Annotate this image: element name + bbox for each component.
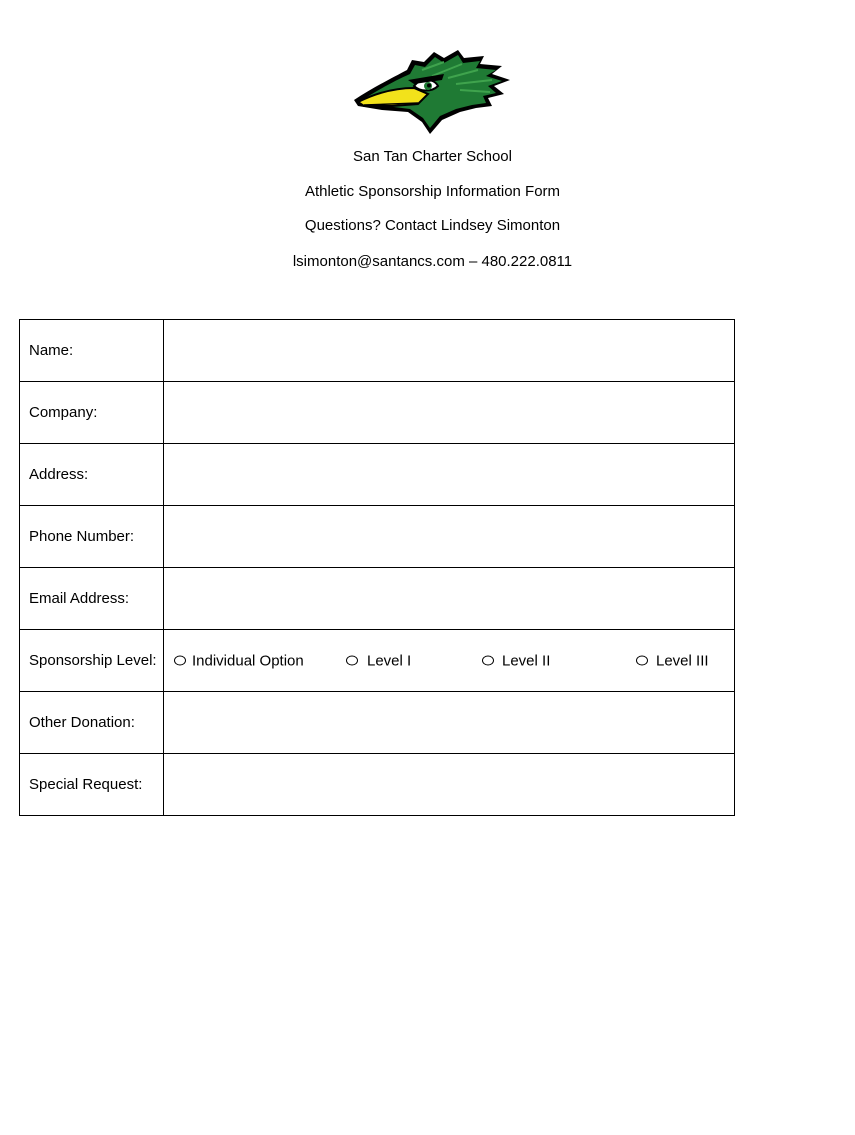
radio-circle-icon[interactable] [482,656,494,666]
company-label: Company: [20,382,164,444]
sponsorship-level-options [164,630,735,692]
radio-circle-icon[interactable] [636,656,648,666]
roadrunner-logo-icon [352,48,512,138]
phone-label: Phone Number: [20,506,164,568]
school-name: San Tan Charter School [353,148,512,165]
name-label: Name: [20,320,164,382]
special-request-field[interactable] [164,754,735,816]
option-level-3[interactable] [636,652,709,669]
option-label: Level II [502,652,551,669]
form-title: Athletic Sponsorship Information Form [304,183,561,200]
special-request-label: Special Request: [20,754,164,816]
radio-circle-icon[interactable] [174,656,186,666]
contact-email-phone: lsimonton@santancs.com – 480.222.0811 [292,253,573,270]
other-donation-label: Other Donation: [20,692,164,754]
form-row-email [20,568,735,630]
radio-circle-icon[interactable] [346,656,358,666]
form-row-sponsorship-level [20,630,735,692]
email-label: Email Address: [20,568,164,630]
option-level-2[interactable] [482,652,550,669]
form-row-other-donation [20,692,735,754]
sponsorship-level-label: Sponsorship Level: [20,630,164,692]
address-field[interactable] [164,444,735,506]
other-donation-field[interactable] [164,692,735,754]
form-row-special-request [20,754,735,816]
address-label: Address: [20,444,164,506]
form-row-company [20,382,735,444]
phone-field[interactable] [164,506,735,568]
option-level-1[interactable] [346,652,411,669]
sponsorship-form-table [19,319,735,816]
name-field[interactable] [164,320,735,382]
option-label: Level I [367,652,412,669]
email-field[interactable] [164,568,735,630]
option-label: Individual Option [192,652,304,669]
form-row-address [20,444,735,506]
option-label: Level III [656,652,709,669]
form-row-phone [20,506,735,568]
option-individual[interactable] [174,652,304,669]
contact-line: Questions? Contact Lindsey Simonton [304,217,561,234]
company-field[interactable] [164,382,735,444]
form-row-name [20,320,735,382]
